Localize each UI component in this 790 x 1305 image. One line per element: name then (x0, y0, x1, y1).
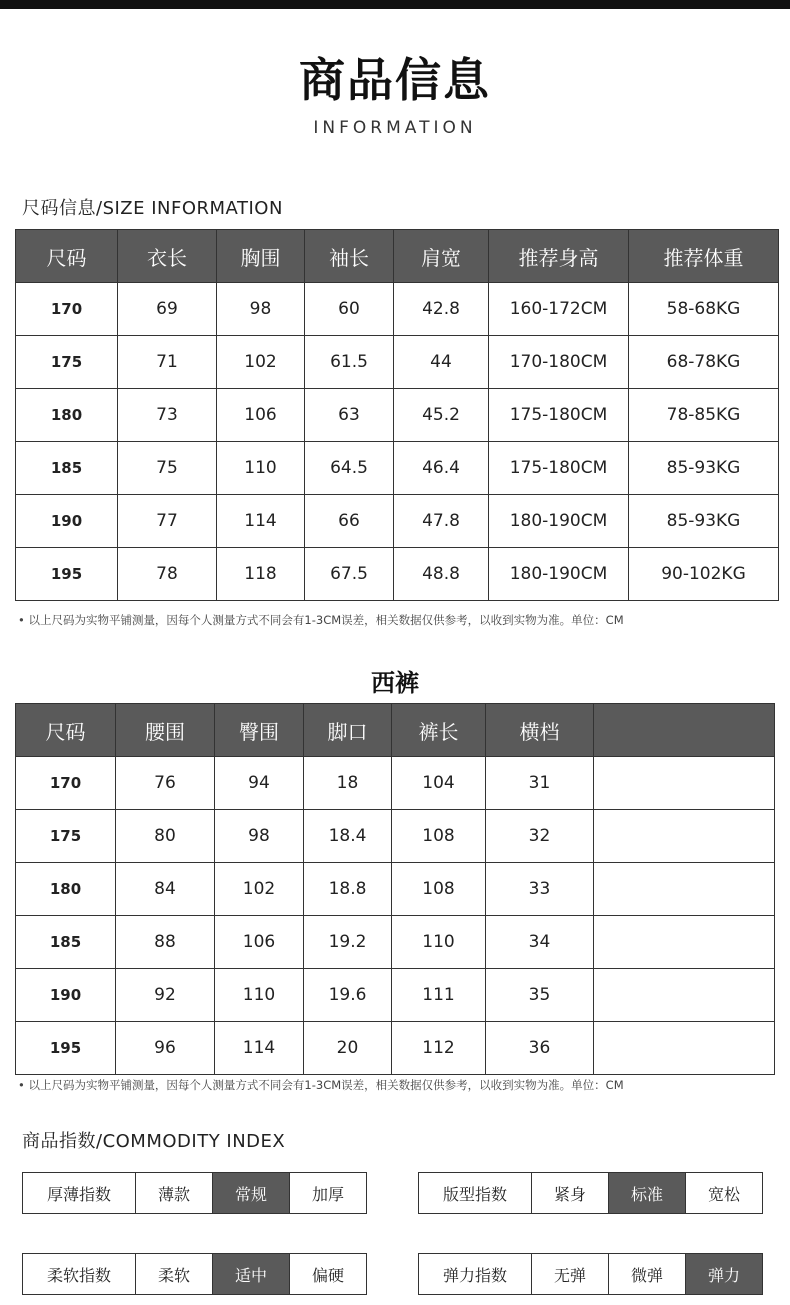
index-option: 薄款 (135, 1173, 212, 1213)
table-row (16, 283, 779, 336)
table-row (16, 548, 779, 601)
index-option: 紧身 (531, 1173, 608, 1213)
measurement-note-2: • 以上尺码为实物平铺测量，因每个人测量方式不同会有1-3CM误差，相关数据仅供参考，以收到实物为准。单位：CM (18, 1078, 624, 1092)
table-cell: 19.6 (304, 969, 392, 1022)
table-cell: 195 (16, 1022, 116, 1075)
table-cell (594, 916, 775, 969)
table-cell: 68-78KG (629, 336, 779, 389)
table-cell: 180-190CM (489, 548, 629, 601)
table-cell: 175 (16, 810, 116, 863)
table-cell: 45.2 (394, 389, 489, 442)
index-option: 偏硬 (289, 1254, 366, 1294)
table-cell: 185 (16, 916, 116, 969)
table-cell: 66 (305, 495, 394, 548)
table-cell: 110 (215, 969, 304, 1022)
index-option: 加厚 (289, 1173, 366, 1213)
table-cell: 18 (304, 757, 392, 810)
thickness-index (22, 1172, 367, 1214)
table-cell: 20 (304, 1022, 392, 1075)
table-cell: 190 (16, 495, 118, 548)
table-cell (594, 1022, 775, 1075)
index-option: 宽松 (685, 1173, 762, 1213)
table-cell: 34 (486, 916, 594, 969)
table-cell: 175-180CM (489, 442, 629, 495)
table-cell: 108 (392, 863, 486, 916)
table-cell: 102 (217, 336, 305, 389)
table-row (16, 810, 775, 863)
index-option: 柔软 (135, 1254, 212, 1294)
page-subtitle: INFORMATION (313, 118, 477, 138)
table-row (16, 916, 775, 969)
index-option-selected: 标准 (608, 1173, 685, 1213)
table-cell: 32 (486, 810, 594, 863)
size-info-label: 尺码信息/SIZE INFORMATION (22, 198, 283, 219)
table-header (594, 704, 775, 757)
table-row (16, 442, 779, 495)
table-cell: 46.4 (394, 442, 489, 495)
table-header: 推荐身高 (489, 230, 629, 283)
table-row (16, 336, 779, 389)
pants-title: 西裤 (371, 669, 419, 697)
table-cell: 48.8 (394, 548, 489, 601)
table-header: 脚口 (304, 704, 392, 757)
table-cell: 106 (215, 916, 304, 969)
table-cell: 110 (217, 442, 305, 495)
table-cell: 75 (118, 442, 217, 495)
table-cell: 69 (118, 283, 217, 336)
table-cell: 88 (116, 916, 215, 969)
softness-index (22, 1253, 367, 1295)
index-name: 版型指数 (442, 1184, 507, 1204)
table-cell: 185 (16, 442, 118, 495)
table-cell: 18.8 (304, 863, 392, 916)
table-cell: 94 (215, 757, 304, 810)
table-cell: 112 (392, 1022, 486, 1075)
index-option-selected: 弹力 (685, 1254, 762, 1294)
table-header: 衣长 (118, 230, 217, 283)
table-cell (594, 863, 775, 916)
table-cell: 175 (16, 336, 118, 389)
table-cell: 71 (118, 336, 217, 389)
table-cell: 102 (215, 863, 304, 916)
table-cell: 76 (116, 757, 215, 810)
table-cell: 170 (16, 283, 118, 336)
table-cell: 114 (217, 495, 305, 548)
size-table (15, 229, 779, 601)
top-bar (0, 0, 790, 9)
table-cell: 78-85KG (629, 389, 779, 442)
table-cell: 190 (16, 969, 116, 1022)
pants-table (15, 703, 775, 1075)
table-cell: 85-93KG (629, 442, 779, 495)
table-cell: 78 (118, 548, 217, 601)
table-cell: 84 (116, 863, 215, 916)
index-option: 微弹 (608, 1254, 685, 1294)
index-name: 弹力指数 (442, 1265, 507, 1285)
table-cell: 19.2 (304, 916, 392, 969)
table-row (16, 863, 775, 916)
table-cell: 63 (305, 389, 394, 442)
table-cell: 104 (392, 757, 486, 810)
table-cell: 180 (16, 389, 118, 442)
measurement-note: • 以上尺码为实物平铺测量，因每个人测量方式不同会有1-3CM误差，相关数据仅供参考，以收到实物为准。单位：CM (18, 613, 624, 627)
table-cell: 90-102KG (629, 548, 779, 601)
fit-index (418, 1172, 763, 1214)
table-row (16, 1022, 775, 1075)
table-cell: 58-68KG (629, 283, 779, 336)
table-cell: 170 (16, 757, 116, 810)
table-row (16, 757, 775, 810)
table-header: 横档 (486, 704, 594, 757)
table-cell: 96 (116, 1022, 215, 1075)
table-cell (594, 757, 775, 810)
table-cell: 180-190CM (489, 495, 629, 548)
table-cell: 31 (486, 757, 594, 810)
table-row (16, 969, 775, 1022)
elasticity-index (418, 1253, 763, 1295)
index-option-selected: 常规 (212, 1173, 289, 1213)
table-header: 腰围 (116, 704, 215, 757)
table-cell: 114 (215, 1022, 304, 1075)
index-option-selected: 适中 (212, 1254, 289, 1294)
table-row (16, 495, 779, 548)
table-cell: 160-172CM (489, 283, 629, 336)
size-table-header (16, 230, 779, 283)
pants-table-header (16, 704, 775, 757)
table-cell: 170-180CM (489, 336, 629, 389)
table-cell: 67.5 (305, 548, 394, 601)
table-header: 袖长 (305, 230, 394, 283)
commodity-index-label: 商品指数/COMMODITY INDEX (22, 1131, 286, 1152)
table-cell: 60 (305, 283, 394, 336)
index-option: 无弹 (531, 1254, 608, 1294)
table-cell: 98 (217, 283, 305, 336)
table-cell: 110 (392, 916, 486, 969)
table-header: 尺码 (16, 230, 118, 283)
index-name: 柔软指数 (46, 1265, 111, 1285)
table-cell: 106 (217, 389, 305, 442)
table-cell (594, 969, 775, 1022)
table-cell: 47.8 (394, 495, 489, 548)
table-cell: 33 (486, 863, 594, 916)
table-cell (594, 810, 775, 863)
table-cell: 73 (118, 389, 217, 442)
table-cell: 42.8 (394, 283, 489, 336)
table-cell: 35 (486, 969, 594, 1022)
table-cell: 180 (16, 863, 116, 916)
table-header: 推荐体重 (629, 230, 779, 283)
table-cell: 175-180CM (489, 389, 629, 442)
table-cell: 111 (392, 969, 486, 1022)
table-cell: 61.5 (305, 336, 394, 389)
table-header: 臀围 (215, 704, 304, 757)
table-cell: 18.4 (304, 810, 392, 863)
table-header: 裤长 (392, 704, 486, 757)
table-cell: 118 (217, 548, 305, 601)
table-cell: 80 (116, 810, 215, 863)
index-name: 厚薄指数 (46, 1184, 111, 1204)
table-cell: 92 (116, 969, 215, 1022)
table-cell: 85-93KG (629, 495, 779, 548)
table-header: 胸围 (217, 230, 305, 283)
page-title: 商品信息 (299, 53, 491, 107)
table-cell: 108 (392, 810, 486, 863)
table-cell: 195 (16, 548, 118, 601)
table-cell: 36 (486, 1022, 594, 1075)
table-cell: 64.5 (305, 442, 394, 495)
table-cell: 98 (215, 810, 304, 863)
table-cell: 77 (118, 495, 217, 548)
table-row (16, 389, 779, 442)
table-cell: 44 (394, 336, 489, 389)
table-header: 肩宽 (394, 230, 489, 283)
table-header: 尺码 (16, 704, 116, 757)
